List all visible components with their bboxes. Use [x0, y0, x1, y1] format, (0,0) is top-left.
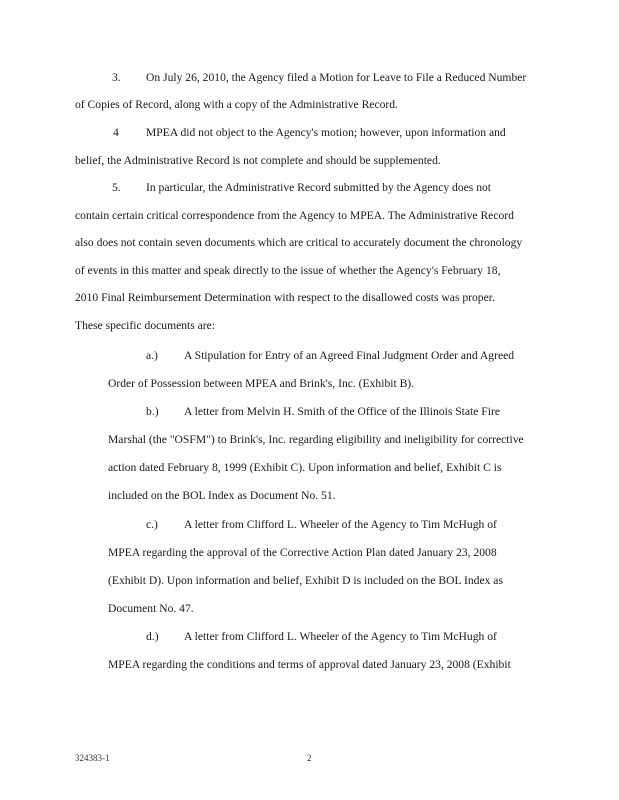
- item-b-label: b.): [146, 405, 159, 418]
- paragraph-3-line-2: of Copies of Record, along with a copy of the Administrative Record.: [75, 98, 398, 111]
- item-b-line-1: A letter from Melvin H. Smith of the Office of the Illinois State Fire: [184, 405, 500, 418]
- item-b-line-2: Marshal (the "OSFM") to Brink's, Inc. regarding eligibility and ineligibility for corrective: [108, 433, 524, 446]
- item-c-label: c.): [146, 518, 158, 531]
- item-d-label: d.): [146, 630, 159, 643]
- footer-page-number: 2: [307, 753, 312, 763]
- item-a-line-1: A Stipulation for Entry of an Agreed Final Judgment Order and Agreed: [184, 349, 515, 362]
- paragraph-3-number: 3.: [112, 71, 121, 84]
- item-b-line-4: included on the BOL Index as Document No. 51.: [108, 489, 336, 502]
- item-c-line-3: (Exhibit D). Upon information and belief, Exhibit D is included on the BOL Index as: [108, 574, 503, 587]
- paragraph-4-number: 4: [113, 126, 119, 139]
- item-b-line-3: action dated February 8, 1999 (Exhibit C). Upon information and belief, Exhibit C is: [108, 461, 502, 474]
- footer-document-id: 324383-1: [75, 753, 110, 763]
- item-c-line-2: MPEA regarding the approval of the Corrective Action Plan dated January 23, 2008: [108, 546, 497, 559]
- paragraph-5-line-3: also does not contain seven documents which are critical to accurately document the chronology: [75, 236, 523, 249]
- paragraph-5-line-4: of events in this matter and speak directly to the issue of whether the Agency's February 18,: [75, 264, 501, 277]
- paragraph-4-line-2: belief, the Administrative Record is not complete and should be supplemented.: [75, 154, 441, 167]
- paragraph-5-line-2: contain certain critical correspondence from the Agency to MPEA. The Administrative Record: [75, 209, 514, 222]
- paragraph-5-line-1: In particular, the Administrative Record submitted by the Agency does not: [146, 181, 492, 194]
- paragraph-4-line-1: MPEA did not object to the Agency's motion; however, upon information and: [146, 126, 506, 139]
- paragraph-5-line-6: These specific documents are:: [75, 319, 216, 332]
- paragraph-5-line-5: 2010 Final Reimbursement Determination with respect to the disallowed costs was proper.: [75, 291, 495, 304]
- item-a-label: a.): [146, 349, 158, 362]
- item-d-line-2: MPEA regarding the conditions and terms of approval dated January 23, 2008 (Exhibit: [108, 658, 511, 671]
- paragraph-3-line-1: On July 26, 2010, the Agency filed a Motion for Leave to File a Reduced Number: [146, 71, 527, 84]
- paragraph-5-number: 5.: [112, 181, 121, 194]
- item-c-line-1: A letter from Clifford L. Wheeler of the Agency to Tim McHugh of: [184, 518, 497, 531]
- item-a-line-2: Order of Possession between MPEA and Brink's, Inc. (Exhibit B).: [108, 377, 415, 390]
- item-c-line-4: Document No. 47.: [108, 602, 194, 615]
- item-d-line-1: A letter from Clifford L. Wheeler of the Agency to Tim McHugh of: [184, 630, 497, 643]
